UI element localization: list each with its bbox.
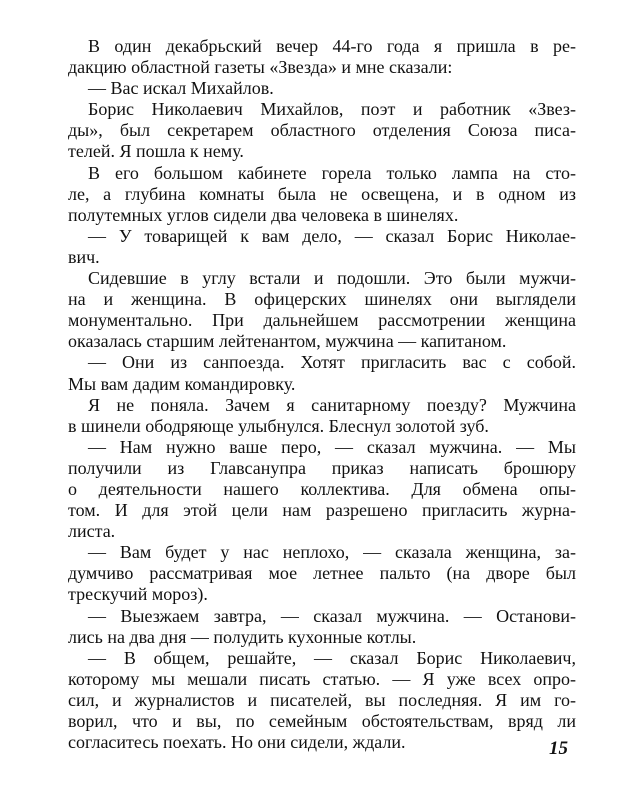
text-line: думчиво рассматривая мое летнее пальто (на дворе был: [68, 563, 576, 584]
text-line: полутемных углов сидели два человека в шинелях.: [68, 204, 459, 225]
text-line: В его большом кабинете горела только лампа на сто-: [88, 162, 576, 183]
text-line: телей. Я пошла к нему.: [68, 141, 244, 162]
text-line: В один декабрьский вечер 44-го года я пришла в ре-: [88, 36, 576, 56]
body-text: [68, 36, 576, 753]
text-line: — Вас искал Михайлов.: [88, 78, 274, 99]
text-line: ды», был секретарем областного отделения Союза писа-: [68, 120, 576, 141]
text-line: в шинели ободряюще улыбнулся. Блеснул золотой зуб.: [68, 415, 489, 436]
text-line: Мы вам дадим командировку.: [68, 373, 296, 394]
text-line: сил, и журналистов и писателей, вы последняя. Я им го-: [68, 689, 576, 710]
text-line: Сидевшие в углу встали и подошли. Это были мужчи-: [88, 268, 576, 289]
text-line: — В общем, решайте, — сказал Борис Николаевич,: [88, 647, 576, 668]
text-line: получили из Главсанупра приказ написать брошюру: [68, 457, 576, 478]
text-line: ле, а глубина комнаты была не освещена, и в одном из: [68, 183, 576, 204]
text-line: которому мы мешали писать статью. — Я уже всех опро-: [68, 668, 576, 689]
text-line: — Выезжаем завтра, — сказал мужчина. — Останови-: [88, 605, 576, 626]
text-line: дакцию областной газеты «Звезда» и мне сказали:: [68, 57, 453, 78]
text-line: оказалась старшим лейтенантом, мужчина — капитаном.: [68, 331, 507, 352]
text-line: — Они из санпоезда. Хотят пригласить вас с собой.: [88, 352, 576, 373]
text-line: том. И для этой цели нам разрешено пригласить журна-: [68, 500, 576, 521]
text-line: — Нам нужно ваше перо, — сказал мужчина. — Мы: [88, 436, 576, 457]
text-line: о деятельности нашего коллектива. Для обмена опы-: [68, 478, 576, 499]
text-line: монументально. При дальнейшем рассмотрении женщина: [68, 310, 576, 331]
page-number: 15: [549, 738, 568, 759]
text-line: лись на два дня — полудить кухонные котлы.: [68, 626, 417, 647]
text-line: — Вам будет у нас неплохо, — сказала женщина, за-: [88, 542, 576, 563]
text-line: вич.: [68, 246, 100, 267]
text-line: листа.: [68, 521, 116, 542]
text-line: Борис Николаевич Михайлов, поэт и работник «Звез-: [88, 99, 576, 120]
text-line: Я не поняла. Зачем я санитарному поезду? Мужчина: [88, 394, 576, 415]
text-line: ворил, что и вы, по семейным обстоятельствам, вряд ли: [68, 711, 576, 731]
text-line: на и женщина. В офицерских шинелях они выглядели: [68, 289, 576, 310]
text-line: — У товарищей к вам дело, — сказал Борис Николае-: [88, 225, 576, 246]
text-line: трескучий мороз).: [68, 584, 208, 605]
text-line: согласитесь поехать. Но они сидели, ждали.: [68, 732, 406, 753]
